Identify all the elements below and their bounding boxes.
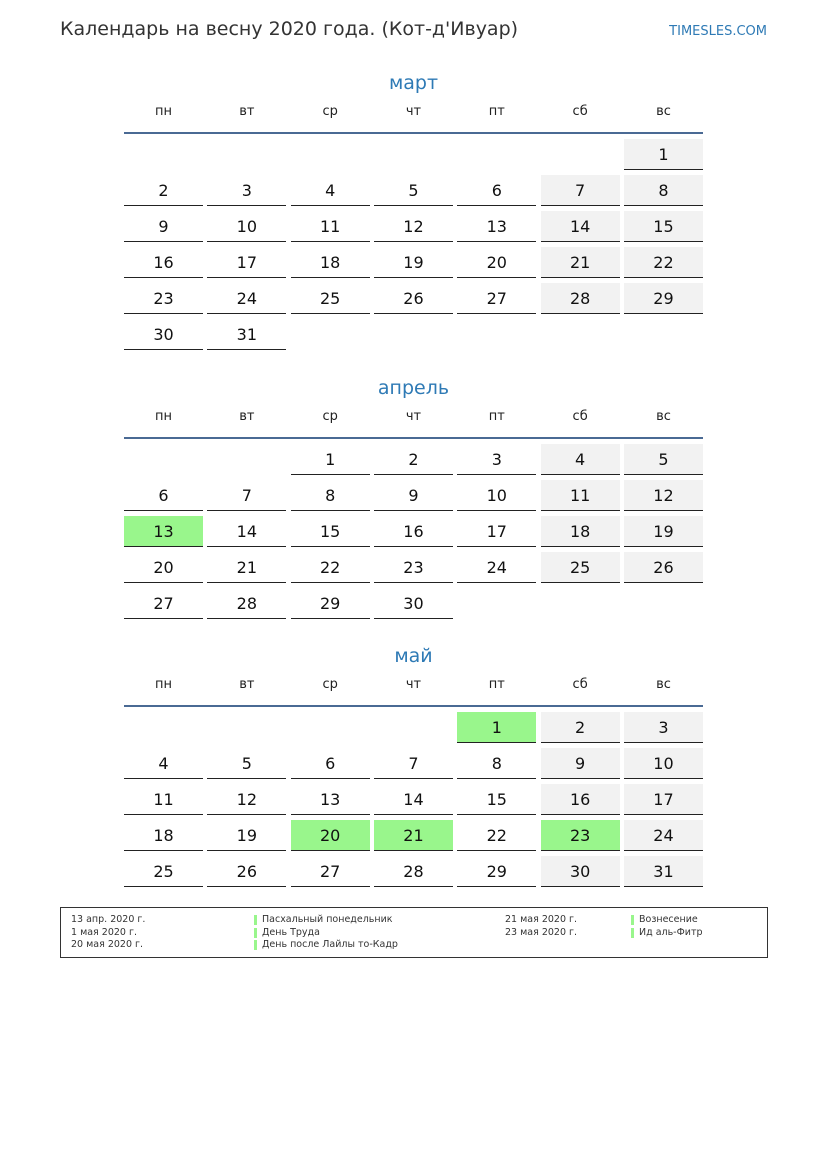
- empty-day-cell: [207, 444, 286, 475]
- day-cell: 4: [541, 444, 620, 475]
- day-cell: 18: [291, 247, 370, 278]
- day-cell: 24: [207, 283, 286, 314]
- holiday-day-cell: 1: [457, 712, 536, 743]
- day-cell: 27: [457, 283, 536, 314]
- legend-right-names: [631, 914, 703, 939]
- month-april: [124, 373, 703, 624]
- week-row: [124, 139, 703, 175]
- day-cell: 26: [374, 283, 453, 314]
- day-cell: 27: [124, 588, 203, 619]
- day-cell: 22: [457, 820, 536, 851]
- month-march: [124, 68, 703, 355]
- day-cell: 25: [541, 552, 620, 583]
- day-cell: 1: [291, 444, 370, 475]
- brand-link[interactable]: TIMESLES.COM: [669, 24, 767, 39]
- day-cell: 9: [124, 211, 203, 242]
- day-cell: 9: [541, 748, 620, 779]
- legend-holiday-name: Вознесение: [631, 914, 703, 927]
- day-cell: 25: [291, 283, 370, 314]
- weekday-label: вс: [656, 677, 671, 692]
- empty-day-cell: [291, 319, 370, 350]
- weekday-header: [124, 98, 703, 134]
- day-cell: 2: [541, 712, 620, 743]
- weekday-label: сб: [572, 677, 588, 692]
- day-cell: 6: [457, 175, 536, 206]
- month-name: май: [394, 645, 433, 667]
- day-cell: 6: [124, 480, 203, 511]
- day-cell: 11: [541, 480, 620, 511]
- day-cell: 29: [624, 283, 703, 314]
- empty-day-cell: [374, 139, 453, 170]
- day-cell: 20: [457, 247, 536, 278]
- week-row: [124, 588, 703, 624]
- empty-day-cell: [541, 139, 620, 170]
- day-cell: 2: [124, 175, 203, 206]
- empty-day-cell: [541, 319, 620, 350]
- day-cell: 8: [457, 748, 536, 779]
- legend-date: 13 апр. 2020 г.: [71, 914, 146, 925]
- empty-day-cell: [124, 139, 203, 170]
- weekday-label: пт: [488, 677, 505, 692]
- day-cell: 29: [291, 588, 370, 619]
- weekday-label: пн: [155, 677, 172, 692]
- month-grid: [124, 134, 703, 355]
- empty-day-cell: [207, 712, 286, 743]
- day-cell: 22: [291, 552, 370, 583]
- day-cell: 28: [207, 588, 286, 619]
- week-row: [124, 856, 703, 892]
- day-cell: 16: [541, 784, 620, 815]
- legend-date: 21 мая 2020 г.: [505, 914, 578, 925]
- day-cell: 27: [291, 856, 370, 887]
- day-cell: 25: [124, 856, 203, 887]
- day-cell: 3: [624, 712, 703, 743]
- day-cell: 15: [624, 211, 703, 242]
- day-cell: 11: [291, 211, 370, 242]
- weekday-label: пн: [155, 104, 172, 119]
- holiday-legend: [60, 907, 768, 958]
- day-cell: 10: [624, 748, 703, 779]
- month-grid: [124, 439, 703, 624]
- empty-day-cell: [291, 139, 370, 170]
- weekday-label: пт: [488, 104, 505, 119]
- week-row: [124, 552, 703, 588]
- legend-right-dates: [505, 914, 577, 939]
- day-cell: 31: [207, 319, 286, 350]
- day-cell: 12: [374, 211, 453, 242]
- legend-left-dates: [71, 914, 145, 952]
- month-grid: [124, 707, 703, 892]
- day-cell: 21: [541, 247, 620, 278]
- legend-date: 1 мая 2020 г.: [71, 926, 137, 938]
- day-cell: 2: [374, 444, 453, 475]
- week-row: [124, 748, 703, 784]
- weekday-label: чт: [405, 104, 422, 119]
- legend-date: 23 мая 2020 г.: [505, 926, 578, 938]
- weekday-label: ср: [322, 104, 338, 119]
- day-cell: 17: [207, 247, 286, 278]
- empty-day-cell: [457, 319, 536, 350]
- day-cell: 31: [624, 856, 703, 887]
- day-cell: 21: [207, 552, 286, 583]
- month-may: [124, 641, 703, 892]
- week-row: [124, 247, 703, 283]
- day-cell: 7: [374, 748, 453, 779]
- empty-day-cell: [374, 712, 453, 743]
- empty-day-cell: [291, 712, 370, 743]
- weekday-label: сб: [572, 409, 588, 424]
- week-row: [124, 516, 703, 552]
- day-cell: 14: [541, 211, 620, 242]
- empty-day-cell: [624, 588, 703, 619]
- day-cell: 12: [207, 784, 286, 815]
- legend-left-names: [254, 914, 398, 952]
- weekday-label: пн: [155, 409, 172, 424]
- day-cell: 29: [457, 856, 536, 887]
- weekday-label: вс: [656, 409, 671, 424]
- day-cell: 9: [374, 480, 453, 511]
- day-cell: 14: [207, 516, 286, 547]
- empty-day-cell: [207, 139, 286, 170]
- day-cell: 5: [624, 444, 703, 475]
- day-cell: 30: [541, 856, 620, 887]
- empty-day-cell: [124, 444, 203, 475]
- weekday-label: вт: [239, 104, 255, 119]
- day-cell: 30: [374, 588, 453, 619]
- day-cell: 24: [624, 820, 703, 851]
- weekday-label: вт: [239, 409, 255, 424]
- weekday-label: ср: [322, 409, 338, 424]
- week-row: [124, 211, 703, 247]
- day-cell: 14: [374, 784, 453, 815]
- holiday-day-cell: 20: [291, 820, 370, 851]
- day-cell: 8: [624, 175, 703, 206]
- page-title: Календарь на весну 2020 года. (Кот-д'Ивуар): [60, 18, 519, 40]
- day-cell: 30: [124, 319, 203, 350]
- day-cell: 6: [291, 748, 370, 779]
- weekday-label: чт: [405, 677, 422, 692]
- legend-holiday-name: День после Лайлы то-Кадр: [254, 939, 398, 952]
- day-cell: 13: [457, 211, 536, 242]
- week-row: [124, 480, 703, 516]
- weekday-label: сб: [572, 104, 588, 119]
- day-cell: 17: [624, 784, 703, 815]
- day-cell: 20: [124, 552, 203, 583]
- day-cell: 24: [457, 552, 536, 583]
- week-row: [124, 444, 703, 480]
- day-cell: 7: [207, 480, 286, 511]
- empty-day-cell: [457, 139, 536, 170]
- weekday-label: пт: [488, 409, 505, 424]
- day-cell: 18: [541, 516, 620, 547]
- empty-day-cell: [124, 712, 203, 743]
- month-name: март: [388, 72, 439, 94]
- empty-day-cell: [624, 319, 703, 350]
- day-cell: 4: [124, 748, 203, 779]
- day-cell: 10: [207, 211, 286, 242]
- day-cell: 11: [124, 784, 203, 815]
- empty-day-cell: [541, 588, 620, 619]
- day-cell: 22: [624, 247, 703, 278]
- day-cell: 3: [207, 175, 286, 206]
- legend-holiday-name: Пасхальный понедельник: [254, 914, 398, 927]
- weekday-header: [124, 403, 703, 439]
- day-cell: 15: [457, 784, 536, 815]
- day-cell: 15: [291, 516, 370, 547]
- empty-day-cell: [374, 319, 453, 350]
- week-row: [124, 283, 703, 319]
- legend-holiday-name: Ид аль-Фитр: [631, 927, 703, 940]
- weekday-header: [124, 671, 703, 707]
- day-cell: 26: [207, 856, 286, 887]
- day-cell: 8: [291, 480, 370, 511]
- day-cell: 1: [624, 139, 703, 170]
- month-name: апрель: [377, 377, 450, 399]
- day-cell: 17: [457, 516, 536, 547]
- empty-day-cell: [457, 588, 536, 619]
- day-cell: 4: [291, 175, 370, 206]
- legend-date: 20 мая 2020 г.: [71, 939, 144, 950]
- day-cell: 23: [374, 552, 453, 583]
- holiday-day-cell: 13: [124, 516, 203, 547]
- day-cell: 7: [541, 175, 620, 206]
- weekday-label: вт: [239, 677, 255, 692]
- holiday-day-cell: 23: [541, 820, 620, 851]
- week-row: [124, 712, 703, 748]
- day-cell: 28: [541, 283, 620, 314]
- day-cell: 10: [457, 480, 536, 511]
- day-cell: 5: [207, 748, 286, 779]
- day-cell: 16: [374, 516, 453, 547]
- day-cell: 19: [624, 516, 703, 547]
- legend-holiday-name: День Труда: [254, 927, 398, 940]
- week-row: [124, 820, 703, 856]
- day-cell: 19: [374, 247, 453, 278]
- day-cell: 12: [624, 480, 703, 511]
- day-cell: 5: [374, 175, 453, 206]
- day-cell: 3: [457, 444, 536, 475]
- week-row: [124, 784, 703, 820]
- weekday-label: ср: [322, 677, 338, 692]
- weekday-label: вс: [656, 104, 671, 119]
- day-cell: 13: [291, 784, 370, 815]
- day-cell: 28: [374, 856, 453, 887]
- day-cell: 19: [207, 820, 286, 851]
- day-cell: 26: [624, 552, 703, 583]
- day-cell: 18: [124, 820, 203, 851]
- holiday-day-cell: 21: [374, 820, 453, 851]
- day-cell: 23: [124, 283, 203, 314]
- week-row: [124, 319, 703, 355]
- day-cell: 16: [124, 247, 203, 278]
- weekday-label: чт: [405, 409, 422, 424]
- week-row: [124, 175, 703, 211]
